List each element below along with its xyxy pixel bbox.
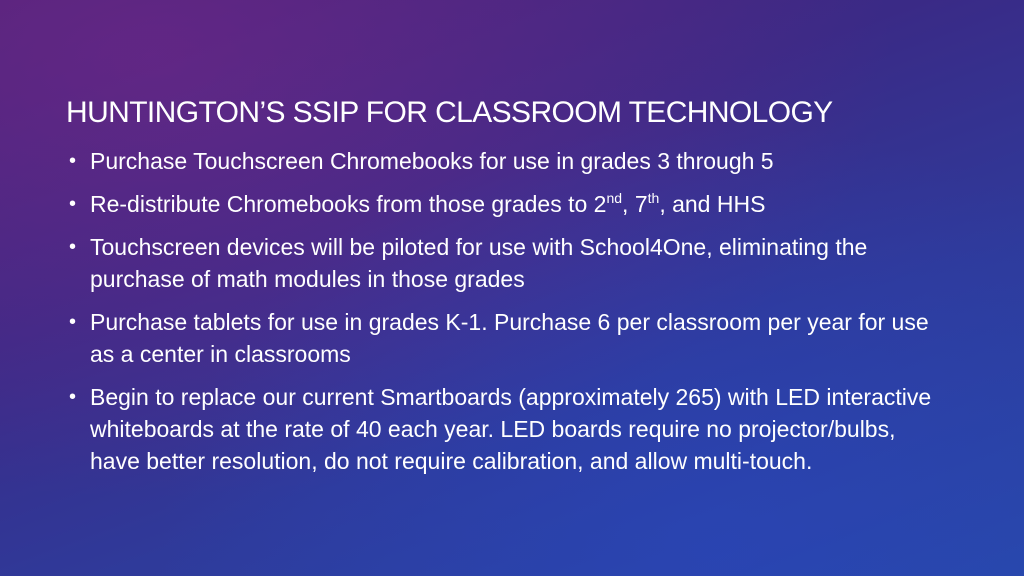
bullet-dot-icon: • (69, 386, 77, 408)
bullet-dot-icon: • (69, 236, 77, 258)
bullet-text: Touchscreen devices will be piloted for use with School4One, eliminating the purchase of math modules in those grades (90, 234, 868, 292)
bullet-text-part: , 7 (622, 191, 648, 217)
bullet-item (66, 381, 946, 477)
ordinal-suffix: th (647, 190, 660, 206)
bullet-text-part: , and HHS (659, 191, 766, 217)
bullet-dot-icon: • (69, 193, 77, 215)
bullet-dot-icon: • (69, 311, 77, 333)
bullet-dot-icon: • (69, 150, 77, 172)
bullet-text: Purchase Touchscreen Chromebooks for use in grades 3 through 5 (90, 148, 774, 174)
bullet-text: Begin to replace our current Smartboards (approximately 265) with LED interactive whiteboards at the rate of 40 each year. LED boards require no projector/bulbs, have better resolution, do not require calibration, and allow multi-touch. (90, 384, 932, 474)
bullet-text-part: Re-distribute Chromebooks from those grades to 2 (90, 191, 607, 217)
bullet-item (66, 231, 946, 295)
bullet-item (66, 188, 946, 220)
bullet-text: Purchase tablets for use in grades K-1. Purchase 6 per classroom per year for use as a center in classrooms (90, 309, 929, 367)
bullet-item (66, 306, 946, 370)
bullet-item (66, 145, 946, 177)
slide-title: HUNTINGTON’S SSIP FOR CLASSROOM TECHNOLOGY (66, 96, 833, 129)
ordinal-suffix: nd (606, 190, 623, 206)
bullet-list (66, 145, 946, 488)
